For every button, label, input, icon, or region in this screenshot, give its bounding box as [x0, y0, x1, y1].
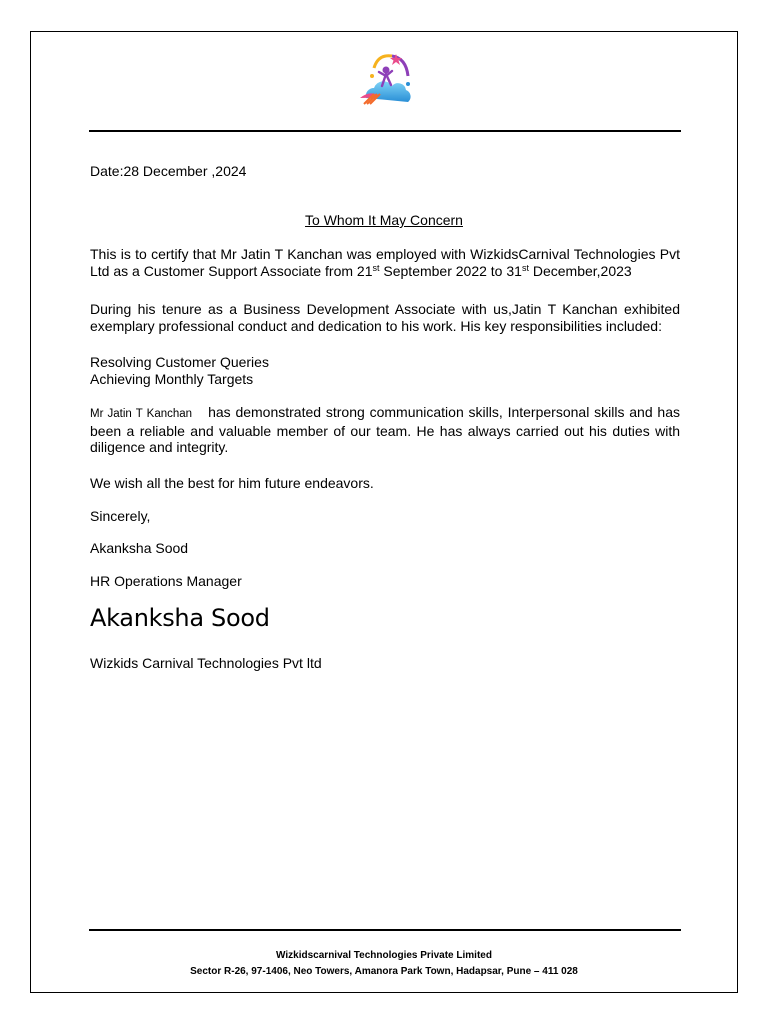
signature: Akanksha Sood [90, 604, 270, 632]
footer-address: Sector R-26, 97-1406, Neo Towers, Amanora Park Town, Hadapsar, Pune – 411 028 [190, 966, 578, 977]
para1-part-a: This is to certify that Mr Jatin T Kanchan was employed with WizkidsCarnival Technologies Pvt Ltd as a Customer Support Associate from 21 [90, 246, 680, 279]
wishes-line: We wish all the best for him future endeavors. [90, 475, 374, 491]
paragraph-skills [90, 404, 680, 456]
company-line: Wizkids Carnival Technologies Pvt ltd [90, 655, 322, 671]
para1-sup-2: st [521, 262, 529, 273]
skills-text: has demonstrated strong communication skills, Interpersonal skills and has been a reliable and valuable member of our team. He has always carried out his duties with diligence and integrity. [90, 404, 680, 455]
closing-line: Sincerely, [90, 508, 151, 524]
letter-date: Date:28 December ,2024 [90, 163, 247, 179]
subject-text: To Whom It May Concern [305, 212, 463, 228]
responsibility-item: Achieving Monthly Targets [90, 371, 254, 387]
responsibility-item: Resolving Customer Queries [90, 354, 269, 370]
footer-rule [89, 929, 681, 931]
para1-part-c: December,2023 [528, 262, 632, 279]
letter-subject [0, 212, 768, 228]
para1-part-b: September 2022 to 31 [379, 262, 522, 279]
para1-sup-1: st [372, 262, 380, 273]
paragraph-tenure: During his tenure as a Business Development Associate with us,Jatin T Kanchan exhibited exemplary professional conduct and dedication to his work. His key responsibilities included: [90, 301, 680, 334]
paragraph-employment [90, 246, 680, 279]
employee-name: Mr Jatin T Kanchan [90, 408, 193, 420]
footer-company: Wizkidscarnival Technologies Private Limited [276, 950, 492, 961]
signer-title: HR Operations Manager [90, 573, 242, 589]
signer-name: Akanksha Sood [90, 540, 189, 556]
header-rule [89, 130, 681, 132]
wizkids-carnival-logo-icon [352, 46, 422, 110]
